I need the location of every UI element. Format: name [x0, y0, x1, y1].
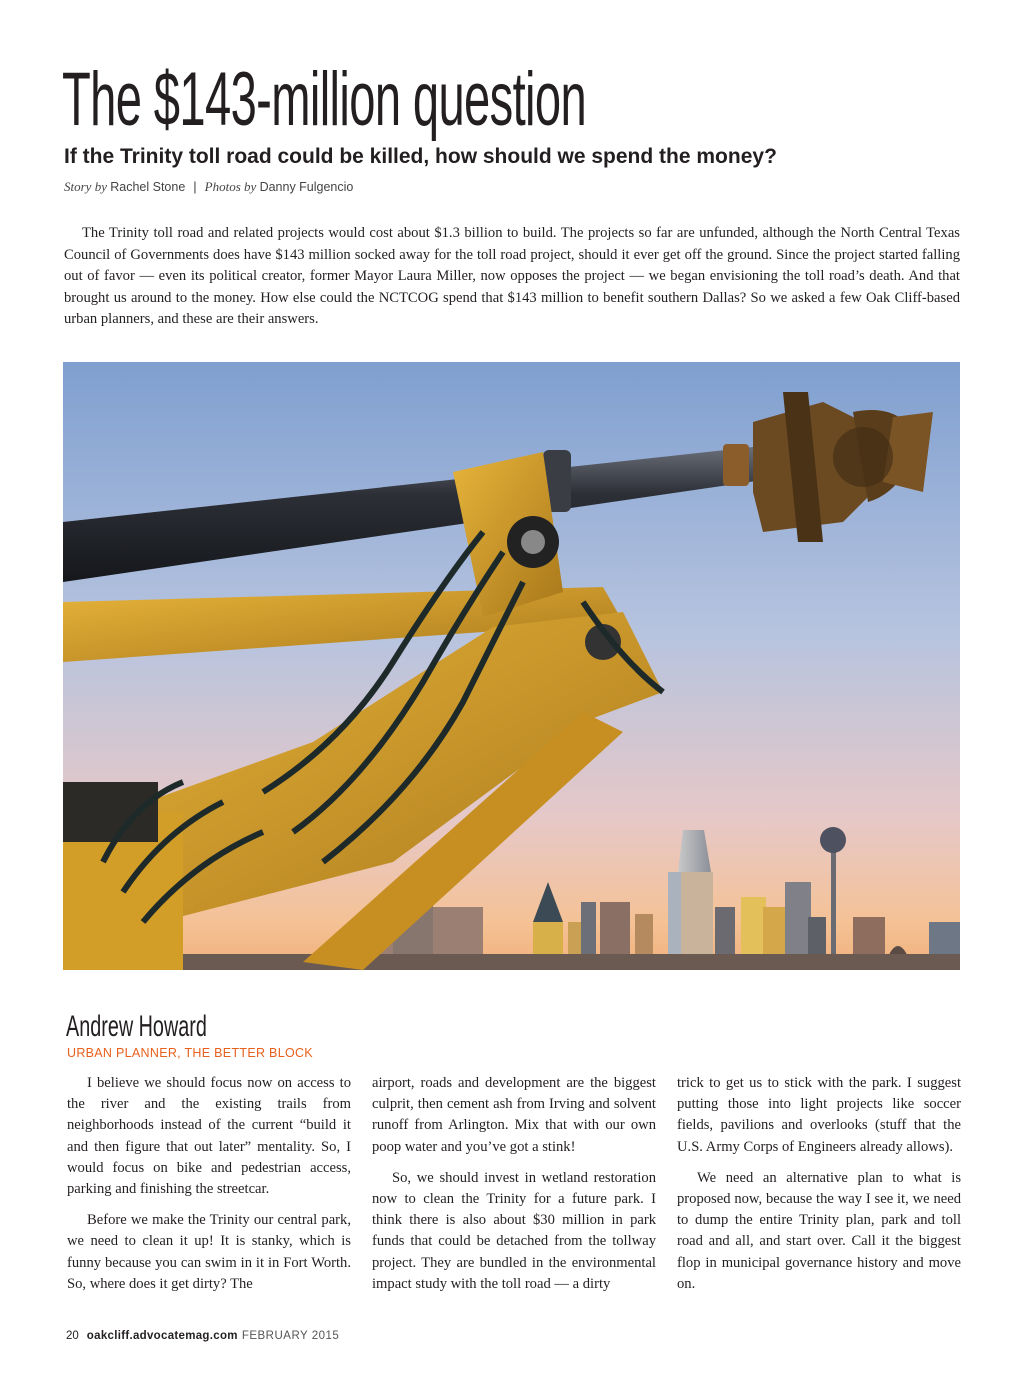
col3-paragraph-1: trick to get us to stick with the park. I suggest putting those into light projects like soccer fields, pavilions and overlooks (stuff that the U.S. Army Corps of Engineers already allows).: [677, 1075, 961, 1155]
column-2: [372, 1073, 656, 1305]
page-footer: [66, 1330, 339, 1342]
column-3: [677, 1073, 961, 1305]
article-title: The $143-million question: [62, 57, 587, 142]
photos-label: Photos by: [204, 179, 257, 194]
column-1: [67, 1073, 351, 1305]
intro-paragraph: The Trinity toll road and related projects would cost about $1.3 billion to build. The projects so far are unfunded, although the North Central Texas Council of Governments does have $143 million socked away for the toll road project, should it ever get off the ground. Since the project started falling out of favor — even its political creator, former Mayor Laura Miller, now opposes the project — we began envisioning the toll road’s death. And that brought us around to the money. How else could the NCTCOG spend that $143 million to benefit southern Dallas? So we asked a few Oak Cliff-based urban planners, and these are their answers.: [64, 225, 960, 327]
site-url: oakcliff.advocatemag.com: [86, 1330, 238, 1342]
col1-paragraph-1: I believe we should focus now on access to the river and the existing trails from neighborhoods instead of the current “build it and then figure that out later” mentality. So, I would focus on bike and pedestrian access, parking and finishing the streetcar.: [67, 1075, 351, 1198]
col1-paragraph-2: Before we make the Trinity our central park, we need to clean it up! It is stanky, which is funny because you can swim in it in Fort Worth. So, where does it get dirty? The: [67, 1212, 351, 1292]
byline: [64, 178, 353, 196]
article-subtitle: If the Trinity toll road could be killed, how should we spend the money?: [64, 145, 777, 168]
byline-separator: |: [193, 179, 197, 194]
col2-paragraph-2: So, we should invest in wetland restoration now to clean the Trinity for a future park. I think there is also about $30 million in park funds that could be detached from the tollway project. They are bundled in the environmental impact study with the toll road — a dirty: [372, 1169, 656, 1292]
page-number: 20: [66, 1330, 79, 1342]
story-label: Story by: [64, 179, 107, 194]
story-author: Rachel Stone: [110, 180, 186, 194]
col2-paragraph-1: airport, roads and development are the biggest culprit, then cement ash from Irving and solvent runoff from Arlington. Mix that with our own poop water and you’ve got a stink!: [372, 1075, 656, 1155]
feature-photo: [63, 362, 960, 970]
planner-name: Andrew Howard: [66, 1010, 207, 1043]
issue-date: FEBRUARY 2015: [241, 1330, 340, 1342]
col3-paragraph-2: We need an alternative plan to what is proposed now, because the way I see it, we need to dump the entire Trinity plan, park and toll road and all, and start over. Call it the biggest flop in municipal governance history and move on.: [677, 1169, 961, 1292]
drill-rig-skyline-image: [63, 362, 960, 970]
planner-role: URBAN PLANNER, THE BETTER BLOCK: [67, 1046, 313, 1060]
photographer: Danny Fulgencio: [259, 180, 354, 194]
